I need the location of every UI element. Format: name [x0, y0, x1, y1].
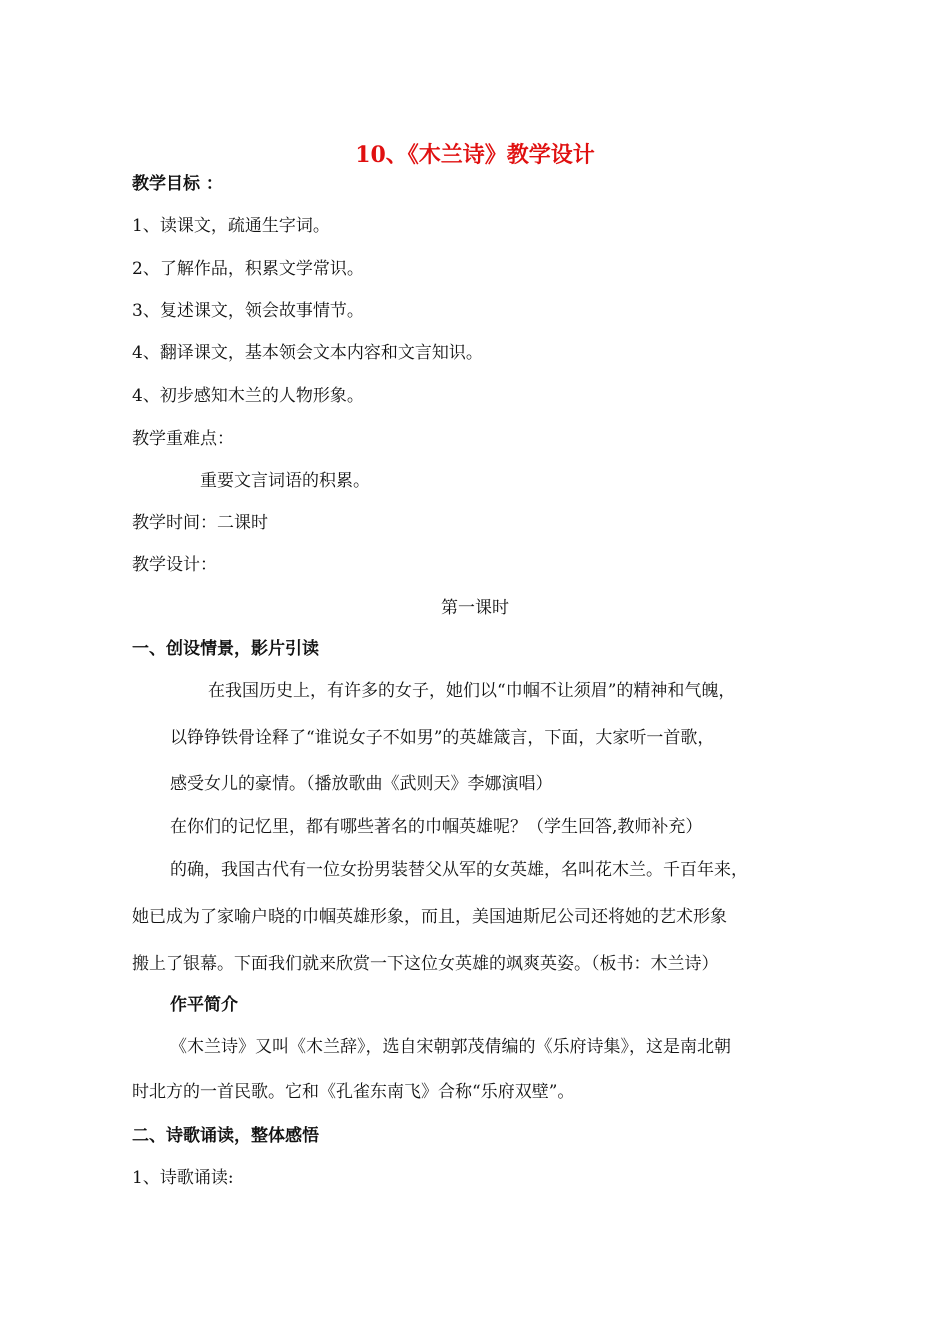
paragraph-line: 在你们的记忆里，都有哪些著名的巾帼英雄呢？（学生回答,教师补充）: [170, 817, 703, 837]
objective-item: 3、复述课文，领会故事情节。: [132, 301, 364, 321]
paragraph-line: 《木兰诗》又叫《木兰辞》，选自宋朝郭茂倩编的《乐府诗集》，这是南北朝: [170, 1037, 731, 1057]
list-item: 1、诗歌诵读:: [132, 1168, 234, 1188]
objective-item: 1、读课文，疏通生字词。: [132, 216, 330, 236]
objective-item: 4、翻译课文，基本领会文本内容和文言知识。: [132, 343, 483, 363]
paragraph-line: 的确，我国古代有一位女扮男装替父从军的女英雄，名叫花木兰。千百年来，: [170, 860, 748, 880]
objective-item: 4、初步感知木兰的人物形象。: [132, 386, 364, 406]
lesson-heading: 第一课时: [441, 598, 509, 618]
paragraph-line: 感受女儿的豪情。（播放歌曲《武则天》李娜演唱）: [170, 774, 553, 794]
paragraph-line: 时北方的一首民歌。它和《孔雀东南飞》合称“乐府双壁”。: [132, 1082, 575, 1102]
section-heading: 一、创设情景，影片引读: [132, 639, 319, 659]
intro-heading: 作平简介: [170, 995, 238, 1015]
paragraph-line: 以铮铮铁骨诠释了“谁说女子不如男”的英雄箴言，下面，大家听一首歌，: [170, 728, 715, 748]
difficulty-text: 重要文言词语的积累。: [200, 471, 370, 491]
paragraph-line: 在我国历史上，有许多的女子，她们以“巾帼不让须眉”的精神和气魄，: [208, 681, 736, 701]
paragraph-line: 搬上了银幕。下面我们就来欣赏一下这位女英雄的飒爽英姿。（板书：木兰诗）: [132, 954, 719, 974]
paragraph-line: 她已成为了家喻户晓的巾帼英雄形象，而且，美国迪斯尼公司还将她的艺术形象: [132, 907, 727, 927]
objective-item: 2、了解作品，积累文学常识。: [132, 259, 364, 279]
design-heading: 教学设计：: [132, 555, 217, 575]
difficulty-heading: 教学重难点：: [132, 429, 234, 449]
section-heading: 二、诗歌诵读，整体感悟: [132, 1126, 319, 1146]
document-title: 10、《木兰诗》教学设计: [355, 142, 595, 168]
teaching-time: 教学时间：二课时: [132, 513, 268, 533]
objectives-heading: 教学目标 ：: [132, 174, 223, 194]
